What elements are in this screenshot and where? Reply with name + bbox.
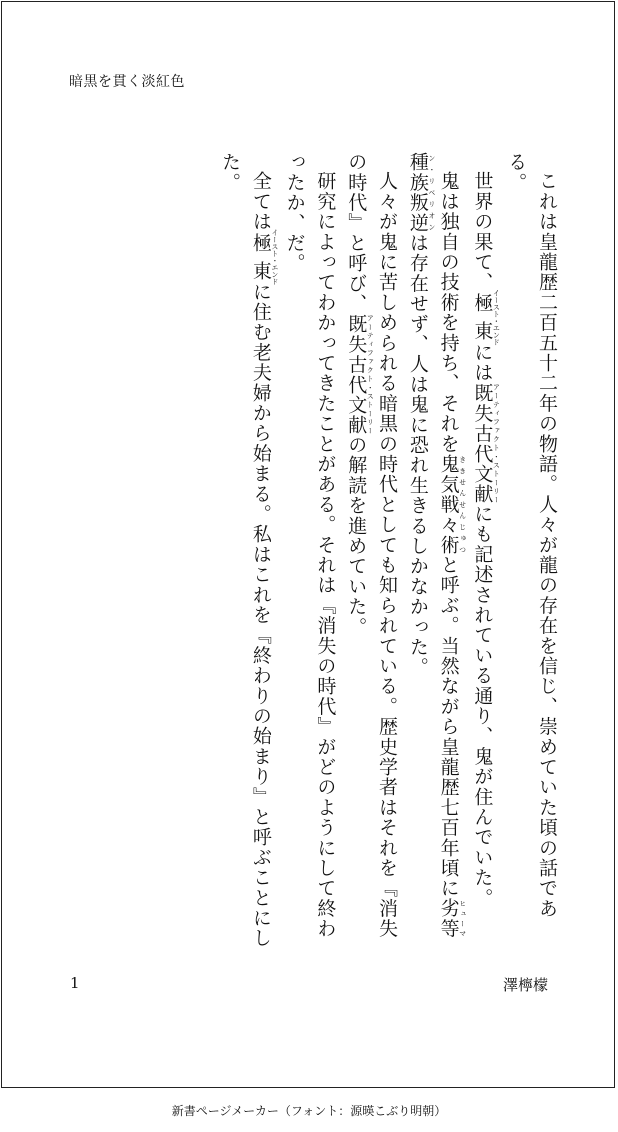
paragraph: [279, 152, 341, 952]
text-run: 研究によってわかってきたことがある。それは『消失の時代』がどのようにして終わったか、だ。: [283, 152, 337, 939]
book-page: [1, 1, 615, 1088]
text-run: には: [471, 342, 494, 383]
author-name: 澤檸檬: [502, 976, 548, 994]
ruby-word: 極東 イースト・エンド: [471, 289, 501, 346]
ruby-word: 既失古代文献 アーティファクト・ストーリー: [345, 313, 375, 435]
text-run: 世界の果て、: [471, 171, 494, 293]
book-title: 暗黒を貫く淡紅色: [69, 74, 185, 90]
ruby-reading: ヒューマン・リベリオン: [427, 152, 467, 939]
text-run: と呼ぶ。当然ながら皇龍歴七百年頃に: [437, 554, 460, 899]
paragraph: [340, 152, 402, 952]
body-text: [142, 152, 562, 952]
ruby-word: 鬼気戦々術 ききせんせんじゅつ: [437, 453, 467, 555]
page-number: 1: [70, 974, 80, 992]
text-run: これは皇龍歴二百五十二年の物語。人々が龍の存在を信じ、崇めていた頃の話である。: [505, 152, 558, 919]
ruby-reading: アーティファクト・ストーリー: [492, 382, 501, 504]
ruby-reading: ききせんせんじゅつ: [458, 453, 467, 555]
paragraph: [214, 152, 279, 952]
text-run: は存在せず、人は鬼に恐れ生きるしかなかった。: [406, 232, 429, 678]
ruby-reading: アーティファクト・ストーリー: [366, 313, 375, 435]
text-run: 人々が鬼に苦しめられる暗黒の時代としても知られている。歴史学者はそれを『消失の時代』と呼び、: [345, 152, 399, 939]
text-run: の解読を進めていた。: [345, 434, 368, 637]
ruby-word: 劣等種族叛逆ヒューマン・リベリオン: [406, 152, 467, 939]
paragraph: [500, 152, 562, 952]
generator-caption: 新書ページメーカー（フォント：源暎こぶり明朝）: [171, 1104, 447, 1118]
ruby-reading: イースト・エンド: [270, 228, 279, 285]
ruby-word: 極東 イースト・エンド: [249, 228, 279, 285]
text-run: 全ては: [249, 171, 272, 232]
paragraph: [467, 152, 501, 952]
text-run: にも記述されている通り、鬼が住んでいた。: [471, 503, 494, 908]
ruby-reading: イースト・エンド: [492, 289, 501, 346]
paragraph: [402, 152, 467, 952]
text-run: 鬼は独自の技術を持ち、それを: [437, 171, 460, 454]
text-run: に住む老夫婦から始まる。私はこれを『終わりの始まり』と呼ぶことにした。: [219, 152, 272, 949]
ruby-word: 既失古代文献 アーティファクト・ストーリー: [471, 382, 501, 504]
